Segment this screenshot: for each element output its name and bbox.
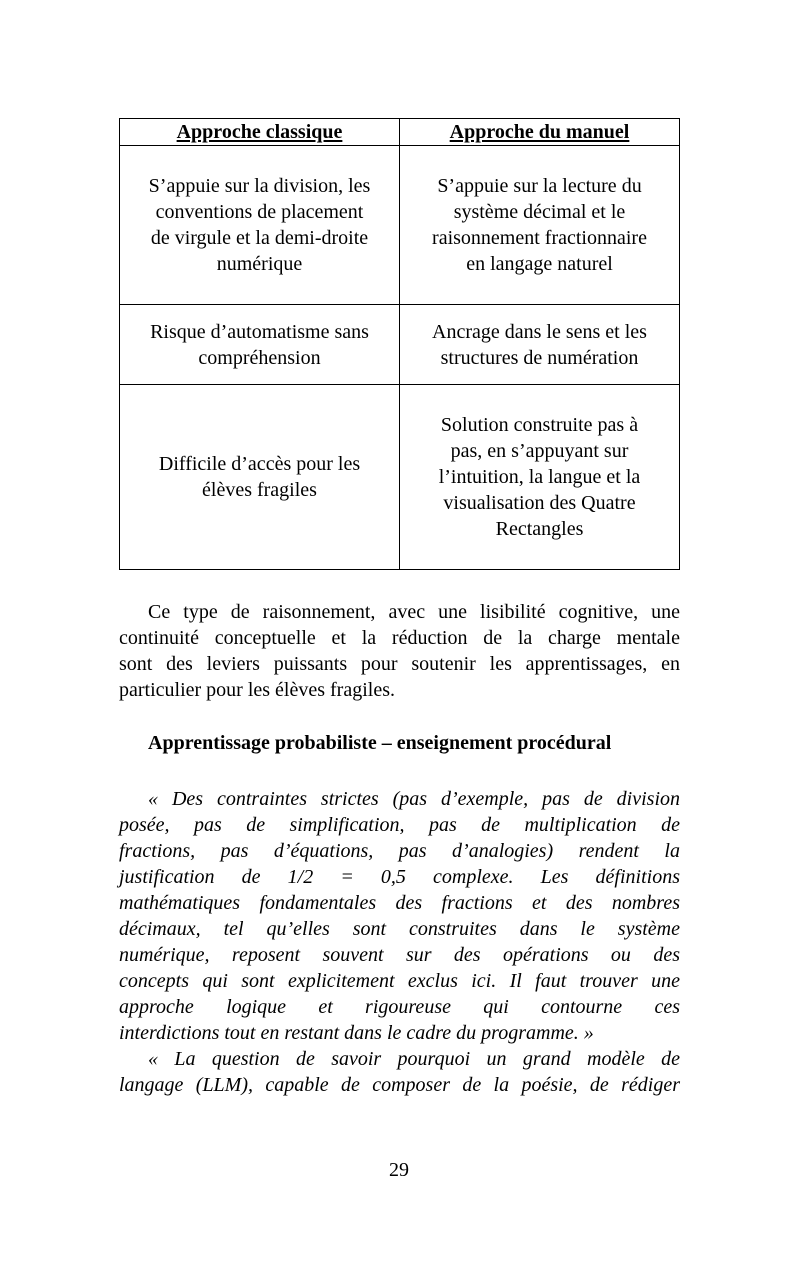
column-header: Approche du manuel: [400, 119, 680, 146]
table-cell-classique: Difficile d’accès pour les élèves fragiles: [120, 385, 400, 570]
table-cell-manuel: S’appuie sur la lecture du système décimal et le raisonnement fractionnaire en langage naturel: [400, 146, 680, 305]
table-cell-manuel: Ancrage dans le sens et les structures de numération: [400, 305, 680, 385]
table-cell-classique: S’appuie sur la division, les conventions de placement de virgule et la demi-droite numérique: [120, 146, 400, 305]
page-number: 29: [389, 1159, 409, 1181]
table-row: [120, 146, 680, 305]
comparison-table: [119, 118, 680, 570]
table-row: [120, 385, 680, 570]
table-header-row: [120, 119, 680, 146]
quote-paragraph: « La question de savoir pourquoi un grand modèle de langage (LLM), capable de composer de la poésie, de rédiger: [119, 1048, 680, 1096]
table-row: [120, 305, 680, 385]
quote-paragraph: « Des contraintes strictes (pas d’exemple, pas de division posée, pas de simplification, pas de multiplication de fractions, pas d’équations, pas d’analogies) rendent la justification de 1/2 = 0,5 complexe. Les définitions mathématiques fondamentales des fractions et des nombres décimaux, tel qu’elles sont construites dans le système numérique, reposent souvent sur des opérations ou des concepts qui sont explicitement exclus ici. Il faut trouver une approche logique et rigoureuse qui contourne ces interdictions tout en restant dans le cadre du programme. »: [119, 788, 680, 1044]
section-heading: Apprentissage probabiliste – enseignement procédural: [148, 732, 612, 754]
table-cell-manuel: Solution construite pas à pas, en s’appuyant sur l’intuition, la langue et la visualisation des Quatre Rectangles: [400, 385, 680, 570]
column-header: Approche classique: [120, 119, 400, 146]
body-paragraph: Ce type de raisonnement, avec une lisibilité cognitive, une continuité conceptuelle et la réduction de la charge mentale sont des leviers puissants pour soutenir les apprentissages, en particulier pour les élèves fragiles.: [119, 601, 680, 701]
table-cell-classique: Risque d’automatisme sans compréhension: [120, 305, 400, 385]
